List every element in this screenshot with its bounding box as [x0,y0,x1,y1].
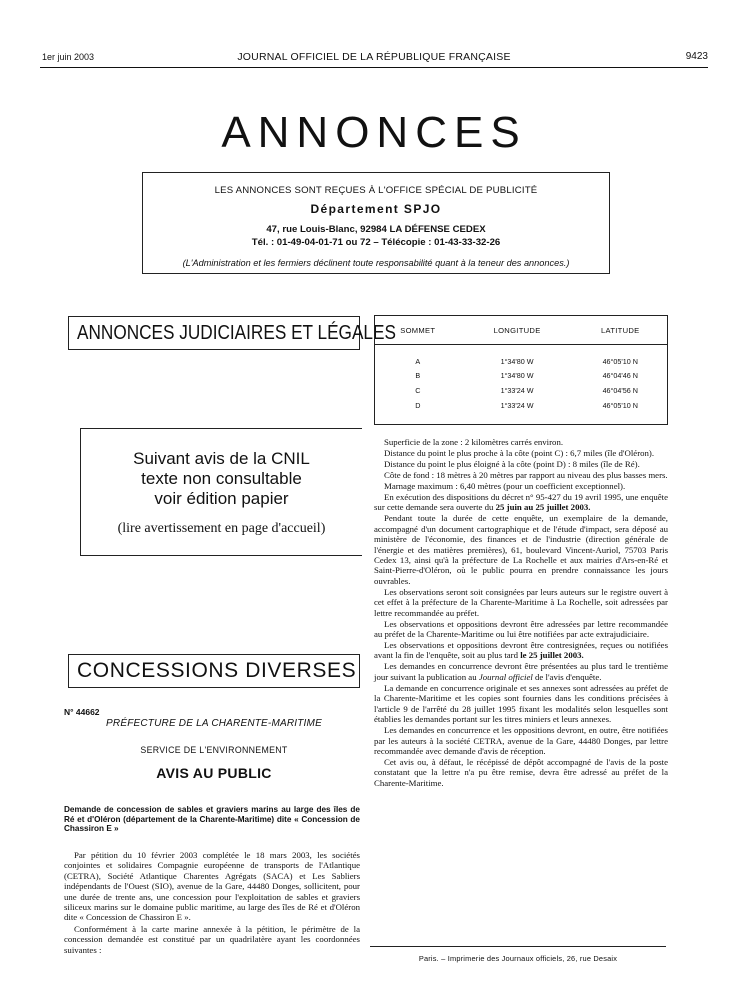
page-title: ANNONCES [221,108,527,157]
section-heading-legal [68,316,396,350]
info-line-received: LES ANNONCES SONT REÇUES À L'OFFICE SPÉCIAL DE PUBLICITÉ [214,185,538,196]
table-cell: 46°05'10 N [602,356,638,366]
paragraph: Les observations et oppositions devront être adressées par lettre recommandée au préfet de la Charente-Maritime ou lui être notifiées par acte extrajudiciaire. [374,618,668,640]
paragraph: Distance du point le plus éloigné à la côte (point D) : 8 miles (île de Ré). [384,459,640,469]
section-heading-concessions: CONCESSIONS DIVERSES [68,654,360,688]
paragraph: Conformément à la carte marine annexée à la pétition, le périmètre de la concession demandée est constitué par un quadrilatère ayant les coordonnées suivantes : [64,923,360,955]
column-header: SOMMET [375,316,461,345]
table-cell: C [415,385,421,395]
paragraph: Les demandes en concurrence et les oppositions devront, en outre, être notifiées par les auteurs à la société CETRA, avenue de la Gare, 44480 Donges, par lettre recommandée avec demande d'avis de réception. [374,725,668,756]
table-row [375,345,667,369]
table-cell: 1°33'24 W [500,400,534,410]
paragraph: Cet avis ou, à défaut, le récépissé de dépôt accompagné de l'avis de la poste constatant que la lettre n'a pu être remise, devra être adressé au préfet de la Charente-Maritime. [374,756,668,788]
table-row [375,369,667,384]
paragraph: Distance du point le plus proche à la côte (point C) : 6,7 miles (île d'Oléron). [384,448,655,458]
table-cell: 1°34'80 W [500,356,534,366]
paragraph: Côte de fond : 18 mètres à 20 mètres par rapport au niveau des plus basses mers. [384,470,668,480]
paragraph: La demande en concurrence originale et ses annexes sont adressées au préfet de la Charente-Maritime et les copies sont fournies dans les conditions précisées à l'article 9 de l'arrêté du 28 juillet 1995 fixant les modalités selon lesquelles sont établies les demandes portant sur les titres miniers et leurs annexes. [374,682,668,725]
footer-rule [370,946,666,947]
table-cell: A [415,356,421,366]
text-span: Les demandes en concurrence devront être présentées au plus tard le trentième jour suivant la publication au [374,661,668,682]
italic-journal: Journal officiel [478,671,533,682]
table-cell: 1°34'80 W [500,371,534,381]
journal-title: JOURNAL OFFICIEL DE LA RÉPUBLIQUE FRANÇAISE [237,51,511,63]
notice-heading: AVIS AU PUBLIC [156,765,272,781]
bold-deadline: le 25 juillet 2003. [520,650,584,661]
prefecture-name: PRÉFECTURE DE LA CHARENTE-MARITIME [106,718,322,729]
paragraph: Pendant toute la durée de cette enquête, un exemplaire de la demande, accompagné d'un document cartographique et de l'étude d'impact, sera déposé au ministère de l'économie, des finances et de l'industrie (direction générale de l'énergie et des matières premières), 61, boulevard Vincent-Auriol, 75703 Paris Cedex 13, ainsi qu'à la préfecture de La Rochelle et aux mairies d'Ars-en-Ré et Saint-Pierre-d'Oléron, où le public pourra en prendre connaissance les jours ouvrables. [374,513,668,586]
table-cell: B [415,371,421,381]
cnil-line-4: (lire avertissement en page d'accueil) [117,521,326,536]
table-cell: 46°04'56 N [602,385,638,395]
paragraph [374,661,668,682]
notice-body-left [64,850,360,956]
paragraph: Marnage maximum : 6,40 mètres (pour un coefficient exceptionnel). [384,481,626,491]
info-line-phone: Tél. : 01-49-04-01-71 ou 72 – Télécopie : 01-43-33-32-26 [251,237,501,248]
paragraph: Les observations seront soit consignées par leurs auteurs sur le registre ouvert à cet effet à la préfecture de la Charente-Maritime à La Rochelle, soit adressées par lettre recommandée au préfet. [374,586,668,618]
column-header: LONGITUDE [461,316,574,345]
section-heading-legal-text: ANNONCES JUDICIAIRES ET LÉGALES [77,322,396,344]
info-line-department: Département SPJO [310,202,442,216]
coordinates-table [374,315,668,425]
text-span: de l'avis d'enquête. [532,671,602,682]
notice-body-right [374,437,668,789]
service-name: SERVICE DE L'ENVIRONNEMENT [140,745,288,755]
page-number: 9423 [685,51,708,62]
paragraph: Superficie de la zone : 2 kilomètres carrés environ. [384,437,564,447]
info-line-disclaimer: (L'Administration et les fermiers déclinent toute responsabilité quant à la teneur des annonces.) [182,258,570,268]
table-row [375,398,667,413]
notice-number: N° 44662 [64,707,100,717]
table-cell: 46°04'46 N [602,371,638,381]
table-cell: 1°33'24 W [500,385,534,395]
text-span: En exécution des dispositions du décret n° 95-427 du 19 avril 1995, une enquête sur cette demande sera ouverte du [374,492,668,513]
publicity-office-box [142,172,610,274]
header-rule [40,67,708,68]
paragraph [374,640,668,661]
table-cell: 46°05'10 N [602,400,638,410]
header-date: 1er juin 2003 [42,52,95,62]
column-header: LATITUDE [574,316,667,345]
table-cell: D [415,400,421,410]
cnil-line-1: Suivant avis de la CNIL [133,449,310,468]
printer-footer: Paris. – Imprimerie des Journaux officiels, 26, rue Desaix [418,954,618,963]
paragraph [374,492,668,513]
cnil-line-3: voir édition papier [154,489,289,508]
cnil-notice-box [80,428,362,556]
paragraph: Par pétition du 10 février 2003 complétée le 18 mars 2003, les sociétés conjointes et solidaires Compagnie européenne de transports de l'Atlantique (CETRA), Société Atlantique Charentes Agrégats (SACA) et Les Sabliers indépendants de l'Ouest (SIO), avenue de la Gare, 44480 Donges, sollicitent, pour une durée de trente ans, une concession pour l'exploitation de sables et graviers siliceux marins sur le domaine public maritime, au large des îles de Ré et d'Oléron dite « Concession de Chassiron E ». [64,850,360,923]
bold-dates: 25 juin au 25 juillet 2003. [495,502,591,513]
text-span: Les observations et oppositions devront être contresignées, reçues ou notifiées avant la fin de l'enquête, soit au plus tard [374,640,668,661]
cnil-line-2: texte non consultable [141,469,302,488]
table-row [375,383,667,398]
info-line-address: 47, rue Louis-Blanc, 92984 LA DÉFENSE CEDEX [266,224,486,235]
notice-subject: Demande de concession de sables et graviers marins au large des îles de Ré et d'Oléron (département de la Charente-Maritime) dite « Concession de Chassiron E » [64,805,360,834]
